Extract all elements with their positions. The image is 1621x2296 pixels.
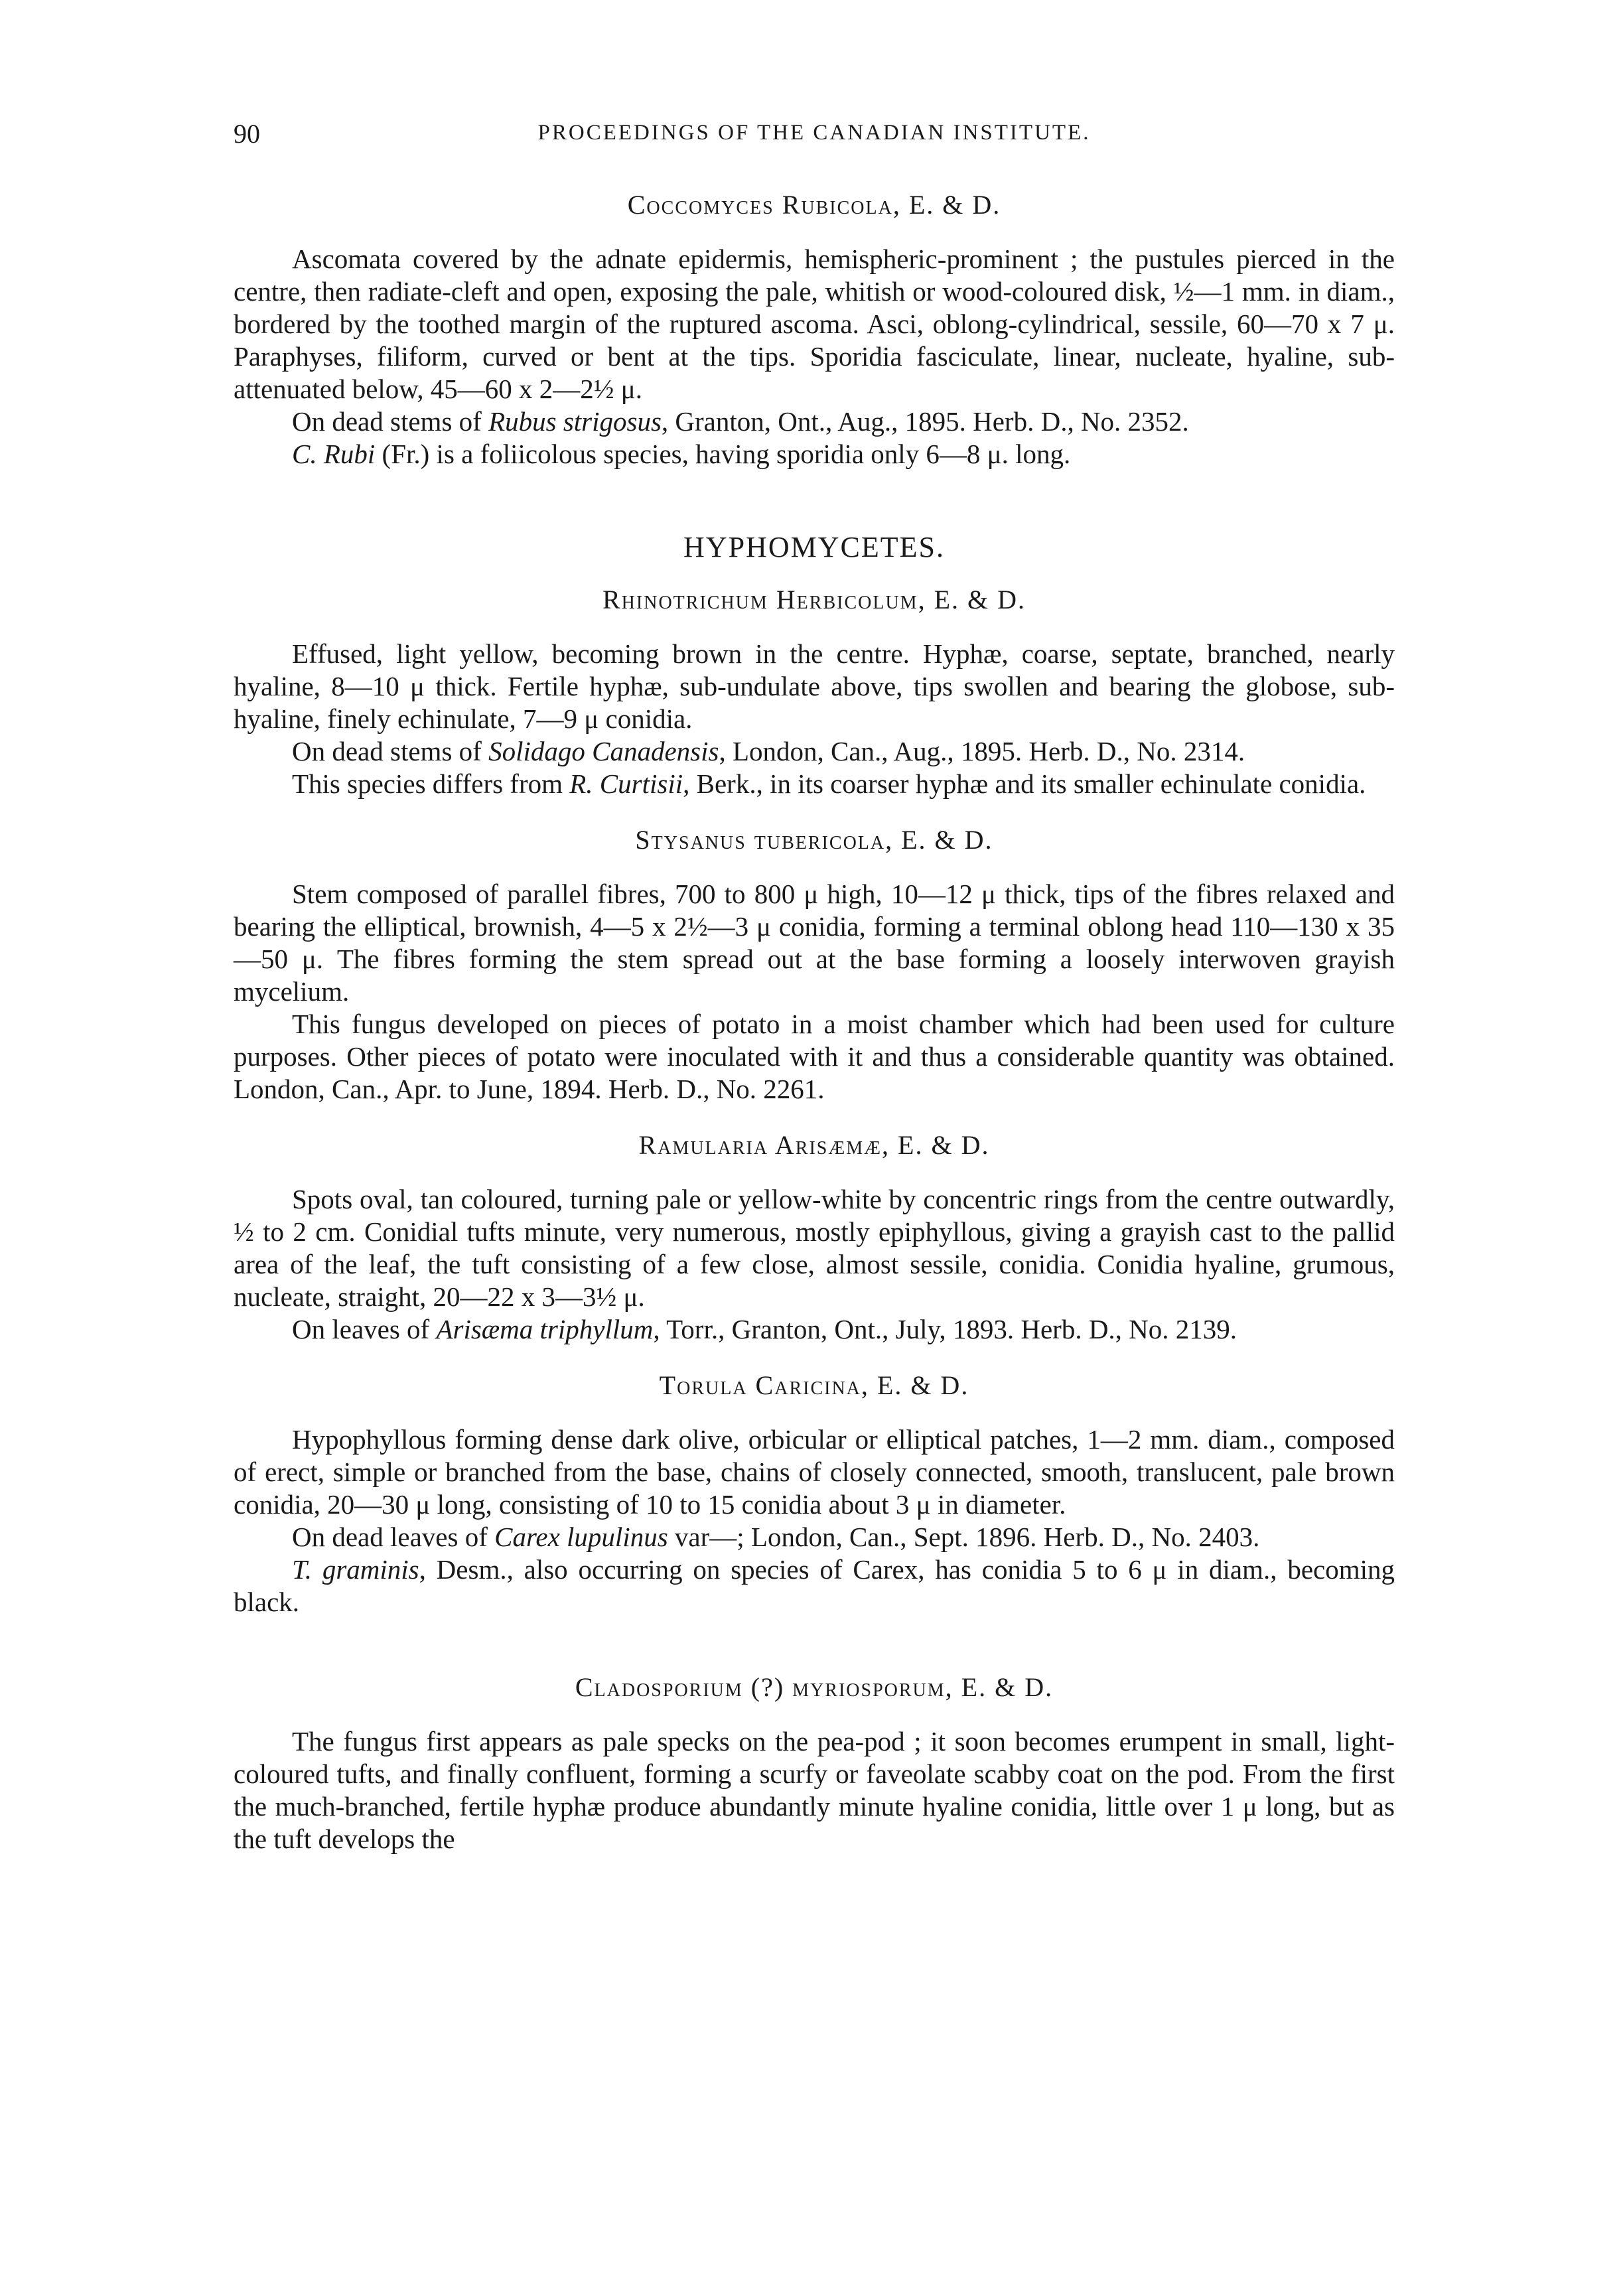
host-name: Arisæma triphyllum	[436, 1314, 654, 1344]
species-title-coccomyces: Coccomyces Rubicola, E. & D.	[627, 190, 1001, 220]
species-title-rhinotrichum: Rhinotrichum Herbicolum, E. & D.	[602, 585, 1026, 614]
host-name: Rubus strigosus	[488, 406, 662, 437]
locality-torula: On dead leaves of Carex lupulinus var—; London, Can., Sept. 1896. Herb. D., No. 2403.	[292, 1522, 1260, 1552]
description-stysanus: Stem composed of parallel fibres, 700 to 800 μ high, 10—12 μ thick, tips of the fibres relaxed and bearing the elliptical, brownish, 4—5 x 2½—3 μ conidia, forming a terminal oblong head 110—130 x 35—50 μ. The fibres forming the stem spread out at the base forming a loosely interwoven grayish mycelium.	[234, 879, 1395, 1007]
page-number: 90	[234, 119, 260, 149]
description-cladosporium: The fungus first appears as pale specks on the pea-pod ; it soon becomes erumpent in small, light-coloured tufts, and finally confluent, forming a scurfy or faveolate scabby coat on the pod. From the first the much-branched, fertile hyphæ produce abundantly minute hyaline conidia, little over 1 μ long, but as the tuft develops the	[234, 1726, 1395, 1854]
description-rhinotrichum: Effused, light yellow, becoming brown in the centre. Hyphæ, coarse, septate, branched, nearly hyaline, 8—10 μ thick. Fertile hyphæ, sub-undulate above, tips swollen and bearing the globose, sub-hyaline, finely echinulate, 7—9 μ conidia.	[234, 638, 1395, 734]
species-title-cladosporium: Cladosporium (?) myriosporum, E. & D.	[575, 1672, 1054, 1702]
host-name: Solidago Canadensis	[488, 736, 719, 766]
description-ramularia: Spots oval, tan coloured, turning pale or yellow-white by concentric rings from the centre outwardly, ½ to 2 cm. Conidial tufts minute, very numerous, mostly epiphyllous, giving a grayish cast to the pallid area of the leaf, the tuft consisting of a few close, almost sessile, conidia. Conidia hyaline, grumous, nucleate, straight, 20—22 x 3—3½ μ.	[234, 1184, 1395, 1312]
locality-coccomyces: On dead stems of Rubus strigosus, Granton, Ont., Aug., 1895. Herb. D., No. 2352.	[292, 406, 1189, 437]
description-torula: Hypophyllous forming dense dark olive, orbicular or elliptical patches, 1—2 mm. diam., composed of erect, simple or branched from the base, chains of closely connected, smooth, translucent, pale brown conidia, 20—30 μ long, consisting of 10 to 15 conidia about 3 μ in diameter.	[234, 1424, 1395, 1520]
species-title-ramularia: Ramularia Arisæmæ, E. & D.	[638, 1130, 990, 1160]
description-coccomyces: Ascomata covered by the adnate epidermis, hemispheric-prominent ; the pustules pierced in the centre, then radiate-cleft and open, exposing the pale, whitish or wood-coloured disk, ½—1 mm. in diam., bordered by the toothed margin of the ruptured ascoma. Asci, oblong-cylindrical, sessile, 60—70 x 7 μ. Paraphyses, filiform, curved or bent at the tips. Sporidia fasciculate, linear, nucleate, hyaline, sub-attenuated below, 45—60 x 2—2½ μ.	[234, 244, 1395, 404]
note-stysanus: This fungus developed on pieces of potato in a moist chamber which had been used for culture purposes. Other pieces of potato were inoculated with it and thus a considerable quantity was obtained. London, Can., Apr. to June, 1894. Herb. D., No. 2261.	[234, 1009, 1395, 1104]
species-title-torula: Torula Caricina, E. & D.	[659, 1370, 969, 1400]
locality-rhinotrichum: On dead stems of Solidago Canadensis, London, Can., Aug., 1895. Herb. D., No. 2314.	[292, 736, 1245, 766]
section-title-hyphomycetes: HYPHOMYCETES.	[683, 531, 945, 563]
species-name: T. graminis	[292, 1554, 419, 1585]
species-name: R. Curtisii	[569, 768, 683, 799]
note-coccomyces: C. Rubi (Fr.) is a foliicolous species, having sporidia only 6—8 μ. long.	[292, 439, 1071, 469]
host-name: Carex lupulinus	[494, 1522, 668, 1552]
note-rhinotrichum: This species differs from R. Curtisii, Berk., in its coarser hyphæ and its smaller echinulate conidia.	[292, 768, 1366, 799]
running-title: PROCEEDINGS OF THE CANADIAN INSTITUTE.	[537, 121, 1091, 145]
species-name: C. Rubi	[292, 439, 376, 469]
locality-ramularia: On leaves of Arisæma triphyllum, Torr., Granton, Ont., July, 1893. Herb. D., No. 2139.	[292, 1314, 1237, 1344]
note-torula: T. graminis, Desm., also occurring on species of Carex, has conidia 5 to 6 μ in diam., becoming black.	[234, 1554, 1395, 1617]
species-title-stysanus: Stysanus tubericola, E. & D.	[635, 825, 993, 855]
page	[234, 113, 1395, 1855]
running-head	[234, 113, 1395, 153]
